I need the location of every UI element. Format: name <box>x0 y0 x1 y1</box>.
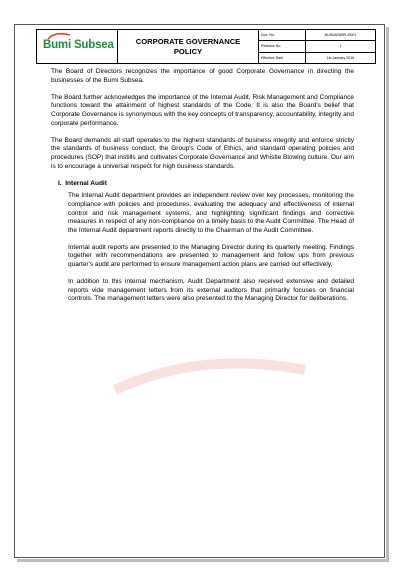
document-body <box>51 68 354 304</box>
section-heading <box>58 180 354 189</box>
meta-label: Doc. No. <box>259 30 306 40</box>
meta-value: BUSI/ADM/PL/0001 <box>324 33 357 38</box>
meta-value: 1 <box>339 44 342 49</box>
meta-label: Revision No. <box>259 41 306 51</box>
meta-row-doc-no <box>259 30 375 41</box>
intro-paragraph: The Board further acknowledges the importance of the Internal Audit, Risk Management and Compliance functions toward the attainment of highest standards of the Code. It is also the Board's belief that Corporate Governance is synonymous with the key concepts of transparency, accountability, integrity and corporate performance. <box>51 93 354 127</box>
page-shadow-bottom <box>17 559 389 562</box>
page-shadow-right <box>386 27 389 561</box>
section-paragraph: In addition to this internal mechanism, Audit Department also received extensive and detailed reports vide management letters from its external auditors that primarily focuses on financial controls. The management letters were also presented to the Managing Director for deliberations. <box>68 278 354 303</box>
section-paragraph: Internal audit reports are presented to the Managing Director during its quarterly meeting. Findings together with recommendations are presented to management and follow ups from previous quarter's audit are performed to ensure management action plans are carried out effectively. <box>68 243 354 269</box>
company-logo <box>37 30 118 63</box>
meta-value: 1st January 2016 <box>326 55 355 60</box>
logo-text: Bumi Subsea <box>43 39 114 51</box>
meta-row-revision <box>259 41 375 52</box>
meta-row-effective-date <box>259 53 375 63</box>
meta-label: Effective Date <box>259 53 306 63</box>
section-title: Internal Audit <box>65 179 107 187</box>
intro-paragraph: The Board demands all staff operates to the highest standards of business integrity and enforce strictly the standards of business conduct, the Group's Code of Ethics, and standard operating policies and procedures (SOP) that instills and cultivates Corporate Governance and Whistle Blowing culture. Our aim is to encourage a universal respect for high business standards. <box>51 136 354 170</box>
section-number: I. <box>58 179 62 187</box>
section-paragraph: The Internal Audit department provides an independent review over key processes, monitoring the compliance with policies and procedures, evaluating the adequacy and effectiveness of internal control and risk management systems, and highlighting significant findings and corrective measures in respect of any non-compliance on a timely basis to the Audit Committee. The Head of the Internal Audit department reports directly to the Chairman of the Audit Committee. <box>68 192 354 234</box>
title-line-1: CORPORATE GOVERNANCE <box>135 37 241 46</box>
title-line-2: POLICY <box>173 46 203 56</box>
document-header <box>36 29 376 64</box>
document-title <box>118 30 259 63</box>
document-meta-table <box>259 30 375 63</box>
intro-paragraph: The Board of Directors recognizes the importance of good Corporate Governance in directing the businesses of the Bumi Subsea. <box>51 68 354 84</box>
